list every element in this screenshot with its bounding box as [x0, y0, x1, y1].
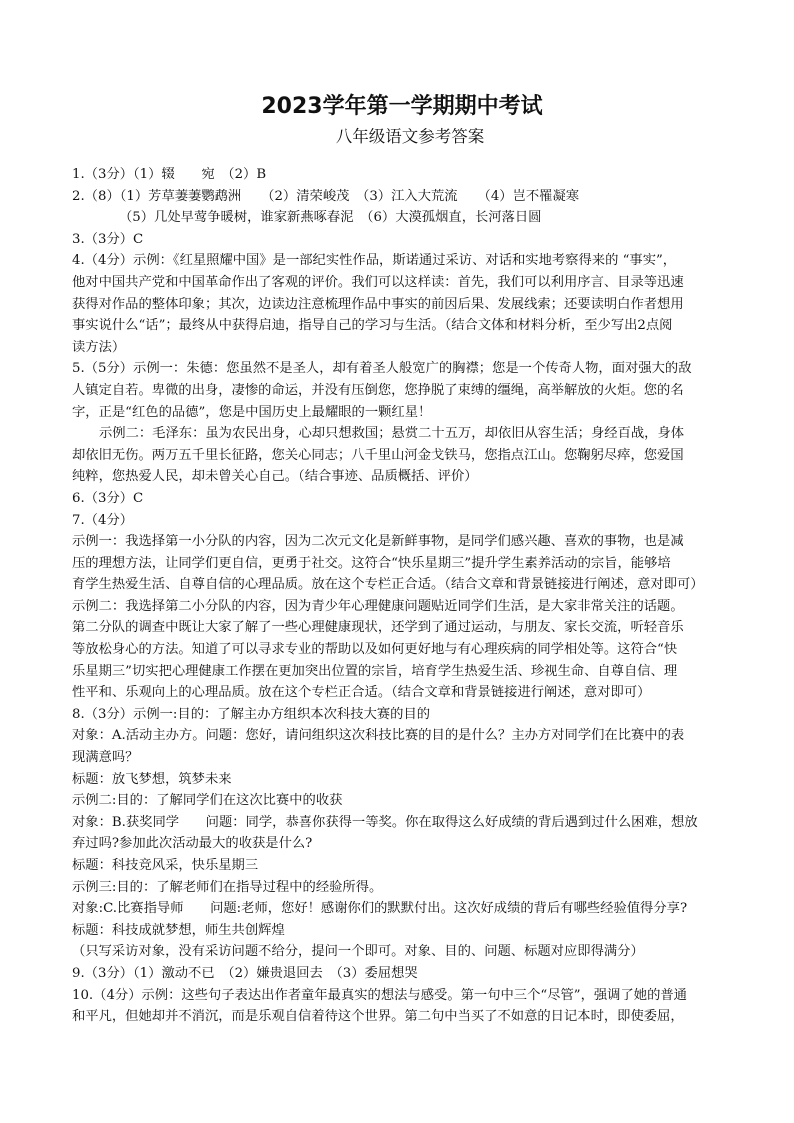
answer-line: 压的理想方法，让同学们更自信，更勇于社交。这符合“快乐星期三”提升学生素养活动的宗旨，能够培	[72, 555, 671, 571]
answer-line: 字，正是“红色的品德”，您是中国历史上最耀眼的一颗红星！	[72, 404, 432, 420]
answer-line: 第二分队的调查中既让大家了解了一些心理健康现状，还学到了通过运动，与朋友、家长交流，听轻音乐	[72, 620, 684, 636]
answer-line: 9.（3分）（1）激动不已 （2）嫌贵退回去 （3）委屈想哭	[72, 965, 418, 981]
answer-line: 7.（4分）	[72, 512, 134, 528]
answer-body	[72, 164, 722, 1028]
answer-line: 示例二:目的：了解同学们在这次比赛中的收获	[72, 793, 343, 809]
answer-line: 纯粹，您热爱人民，却未曾关心自己。（结合事迹、品质概括、评价）	[72, 469, 478, 485]
answer-line: 示例三:目的：了解老师们在指导过程中的经验所得。	[72, 879, 383, 895]
answer-line: 对象：B.获奖同学 问题：同学，恭喜你获得一等奖。你在取得这么好成绩的背后遇到过什么困难，想放	[72, 814, 698, 830]
page-subtitle: 八年级语文参考答案	[335, 127, 485, 146]
answer-line: 和平凡，但她却并不消沉，而是乐观自信着待这个世界。第二句中当买了不如意的日记本时，即使委屈，	[72, 1009, 684, 1025]
answer-line: 标题：科技竞风采，快乐星期三	[72, 858, 259, 873]
answer-line: 8.（3分）示例一:目的：了解主办方组织本次科技大赛的目的	[72, 706, 431, 722]
answer-line: 示例二：毛泽东：虽为农民出身，心却只想救国；悬赏二十五万，却依旧从容生活；身经百战，身体	[99, 426, 685, 442]
answer-line: 育学生热爱生活、自尊自信的心理品质。放在这个专栏正合适。（结合文章和背景链接进行阐述，意对即可）	[72, 577, 704, 593]
answer-line: 示例二：我选择第二小分队的内容，因为青少年心理健康问题贴近同学们生活，是大家非常关注的话题。	[72, 598, 684, 614]
answer-line: 4.（4分）示例：《红星照耀中国》是一部纪实性作品，斯诺通过采访、对话和实地考察得来的 “事实”，	[72, 253, 677, 269]
answer-line: 事实说什么“话”；最终从中获得启迪，指导自己的学习与生活。（结合文体和材料分析，至少写出2点阅	[72, 318, 673, 334]
answer-line: （只写采访对象，没有采访问题不给分，提问一个即可。对象、目的、问题、标题对应即得满分）	[72, 944, 644, 960]
answer-line: 标题：放飞梦想，筑梦未来	[72, 771, 232, 787]
page-title: 2023学年第一学期期中考试	[261, 94, 543, 119]
answer-line: 读方法）	[72, 339, 126, 355]
answer-line: 标题：科技成就梦想，师生共创辉煌	[72, 922, 285, 938]
answer-line: 乐星期三”切实把心理健康工作摆在更加突出位置的宗旨，培育学生热爱生活、珍视生命、自尊自信、理	[72, 663, 678, 679]
answer-line: 获得对作品的整体印象；其次，边读边注意梳理作品中事实的前因后果、发展线索；还要读明白作者想用	[72, 296, 684, 312]
answer-line: 示例一：我选择第一小分队的内容，因为二次元文化是新鲜事物，是同学们感兴趣、喜欢的事物，也是减	[72, 534, 684, 550]
answer-line: 他对中国共产党和中国革命作出了客观的评价。我们可以这样读：首先，我们可以利用序言、目录等迅速	[72, 274, 684, 290]
answer-line: 2.（8）（1）芳草萋萋鹦鹉洲 （2）清荣峻茂 （3）江入大荒流 （4）岂不罹凝寒	[72, 188, 580, 204]
answer-line: 6.（3分）C	[72, 490, 144, 506]
answer-line: 却依旧无伤。两万五千里长征路，您关心同志；八千里山河金戈铁马，您指点江山。您鞠躬尽瘁，您爱国	[72, 447, 684, 463]
answer-line: 10.（4分）示例：这些句子表达出作者童年最真实的想法与感受。第一句中三个“尽管”，强调了她的普通	[72, 987, 687, 1003]
answer-sheet-page	[72, 92, 722, 1028]
answer-line: 3.（3分）C	[72, 231, 144, 247]
answer-line: 性平和、乐观向上的心理品质。放在这个专栏正合适。（结合文章和背景链接进行阐述，意对即可）	[72, 685, 651, 701]
answer-line: 对象：A.活动主办方。问题：您好，请问组织这次科技比赛的目的是什么？主办方对同学们在比赛中的表	[72, 728, 685, 744]
answer-line: 等放松身心的方法。知道了可以寻求专业的帮助以及如何更好地与有心理疾病的同学相处等。这符合“快	[72, 642, 678, 658]
answer-line: 对象:C.比赛指导师 问题:老师，您好！感谢你们的默默付出。这次好成绩的背后有哪些经验值得分享?	[72, 901, 688, 917]
answer-line: 现满意吗？	[72, 750, 139, 766]
answer-line: 弃过吗?参加此次活动最大的收获是什么?	[72, 836, 313, 852]
answer-line: 1.（3分）（1）辍 宛 （2）B	[72, 167, 267, 182]
answer-line: 人镇定自若。卑微的出身，凄惨的命运，并没有压倒您，您挣脱了束缚的缰绳，高举解放的火炬。您的名	[72, 382, 684, 398]
answer-line: （5）几处早莺争暖树，谁家新燕啄春泥 （6）大漠孤烟直，长河落日圆	[119, 210, 542, 226]
answer-line: 5.（5分）示例一：朱德：您虽然不是圣人，却有着圣人般宽广的胸襟；您是一个传奇人物，面对强大的敌	[72, 361, 692, 377]
